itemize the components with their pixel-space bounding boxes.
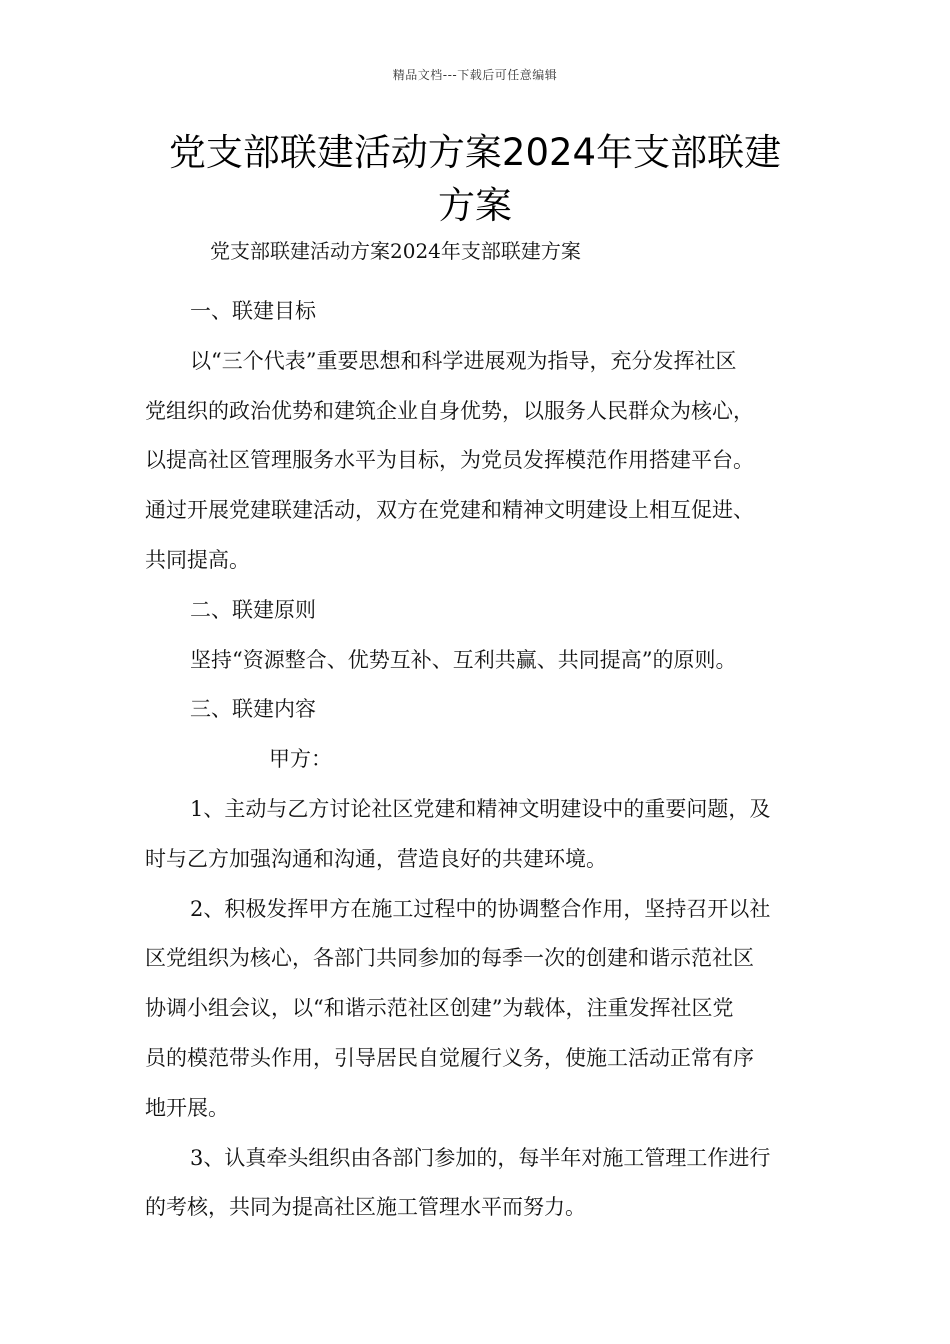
list-item-line: 员的模范带头作用，引导居民自觉履行义务，使施工活动正常有序 [145, 1045, 754, 1070]
paragraph-line: 通过开展党建联建活动，双方在党建和精神文明建设上相互促进、 [145, 498, 754, 523]
list-item-line: 时与乙方加强沟通和沟通，营造良好的共建环境。 [145, 846, 607, 871]
paragraph-line: 党组织的政治优势和建筑企业自身优势，以服务人民群众为核心， [145, 398, 754, 423]
section-heading-goal: 一、联建目标 [190, 299, 316, 323]
list-item-line: 地开展。 [145, 1095, 229, 1120]
title-line-2: 方案 [438, 184, 512, 227]
party-a-label: 甲方： [269, 747, 332, 772]
document-title [120, 126, 830, 232]
paragraph-line: 坚持“资源整合、优势互补、互利共赢、共同提高”的原则。 [190, 647, 737, 672]
document-subtitle: 党支部联建活动方案2024年支部联建方案 [210, 239, 581, 263]
document-body [145, 287, 810, 1233]
list-item-line: 区党组织为核心，各部门共同参加的每季一次的创建和谐示范社区 [145, 946, 754, 971]
header-note: 精品文档---下载后可任意编辑 [392, 68, 558, 82]
paragraph-line: 共同提高。 [145, 547, 250, 572]
paragraph-line: 以“三个代表”重要思想和科学进展观为指导，充分发挥社区 [190, 348, 737, 373]
title-line-1: 党支部联建活动方案2024年支部联建 [168, 131, 782, 174]
list-item-line: 1、主动与乙方讨论社区党建和精神文明建设中的重要问题，及 [190, 796, 771, 821]
section-heading-content: 三、联建内容 [190, 697, 316, 722]
list-item-line: 的考核，共同为提高社区施工管理水平而努力。 [145, 1195, 586, 1220]
list-item-line: 2、积极发挥甲方在施工过程中的协调整合作用，坚持召开以社 [190, 896, 771, 921]
list-item-line: 3、认真牵头组织由各部门参加的，每半年对施工管理工作进行 [190, 1145, 771, 1170]
list-item-line: 协调小组会议，以“和谐示范社区创建”为载体，注重发挥社区党 [145, 996, 734, 1021]
paragraph-line: 以提高社区管理服务水平为目标，为党员发挥模范作用搭建平台。 [145, 448, 754, 473]
section-heading-principle: 二、联建原则 [190, 597, 316, 622]
